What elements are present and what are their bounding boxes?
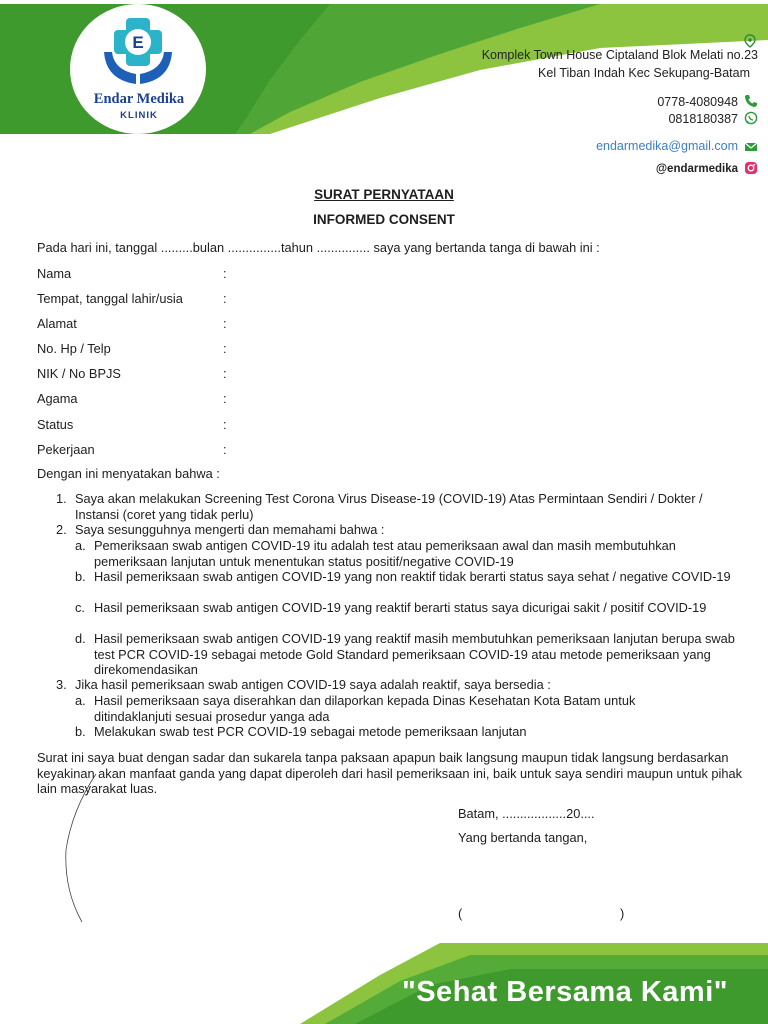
instagram-icon (744, 161, 758, 175)
subitem-letter: a. (75, 538, 86, 553)
footer-slogan: "Sehat Bersama Kami" (401, 976, 728, 1008)
field-label-alamat: Alamat (37, 316, 77, 331)
item-number: 2. (56, 522, 67, 537)
field-label-no-hp: No. Hp / Telp (37, 341, 111, 356)
svg-text:E: E (132, 33, 144, 52)
subitem-letter: c. (75, 600, 85, 615)
field-label-nama: Nama (37, 266, 72, 281)
field-colon: : (223, 366, 227, 381)
clinic-logo-icon (100, 12, 176, 88)
signature-bracket-close: ) (620, 906, 625, 921)
intro-text: Pada hari ini, tanggal .........bulan ...............tahun ............... saya yang bertanda tanga di bawah ini : (37, 240, 600, 255)
brand-subtitle: KLINIK (120, 110, 158, 121)
field-colon: : (223, 391, 227, 406)
field-label-pekerjaan: Pekerjaan (37, 442, 95, 457)
instagram-handle: @endarmedika (655, 163, 738, 175)
mail-icon (744, 140, 758, 154)
statement-item-2: Saya sesungguhnya mengerti dan memahami bahwa : (75, 522, 385, 537)
document-subtitle: INFORMED CONSENT (313, 212, 455, 227)
statement-intro: Dengan ini menyatakan bahwa : (37, 466, 220, 481)
phone-icon (744, 94, 758, 108)
statement-item-1: Saya akan melakukan Screening Test Corona Virus Disease-19 (COVID-19) Atas Permintaan Sendiri / Dokter / Instansi (coret yang tidak perlu) (75, 491, 703, 522)
closing-paragraph: Surat ini saya buat dengan sadar dan sukarela tanpa paksaan apapun baik langsung maupun tidak langsung berdasarkan keyakinan akan manfaat ganda yang dapat diperoleh dari hasil pemeriksaan ini, baik untuk saya sendiri maupun untuk pihak lain masyarakat luas. (37, 750, 742, 796)
place-date: Batam, ..................20.... (458, 806, 595, 821)
address-line-1: Komplek Town House Ciptaland Blok Melati no.23 (481, 48, 758, 62)
phone-number-1: 0778-4080948 (657, 95, 738, 109)
subitem-letter: a. (75, 693, 86, 708)
statement-subitem-3b: Melakukan swab test PCR COVID-19 sebagai metode pemeriksaan lanjutan (94, 724, 527, 739)
item-number: 1. (56, 491, 67, 506)
field-colon: : (223, 316, 227, 331)
statement-subitem-2c: Hasil pemeriksaan swab antigen COVID-19 yang reaktif berarti status saya dicurigai sakit / positif COVID-19 (94, 600, 707, 615)
location-pin-icon (744, 34, 756, 48)
statement-subitem-2b: Hasil pemeriksaan swab antigen COVID-19 yang non reaktif tidak berarti status saya sehat / negative COVID-19 (94, 569, 731, 584)
address-line-2: Kel Tiban Indah Kec Sekupang-Batam (538, 66, 750, 80)
statement-subitem-3a: Hasil pemeriksaan saya diserahkan dan dilaporkan kepada Dinas Kesehatan Kota Batam untuk ditindaklanjuti sesuai prosedur yanga ada (94, 693, 636, 724)
statement-subitem-2d: Hasil pemeriksaan swab antigen COVID-19 yang reaktif masih membutuhkan pemeriksaan lanjutan berupa swab test PCR COVID-19 sebagai metode Gold Standard pemeriksaan COVID-19 atau metode pemeriksaan yang direkomendasikan (94, 631, 735, 677)
field-label-status: Status (37, 417, 74, 432)
email-address: endarmedika@gmail.com (596, 139, 738, 153)
whatsapp-icon (744, 111, 758, 125)
field-colon: : (223, 417, 227, 432)
brand-name: Endar Medika (93, 91, 185, 107)
pen-stroke-mark (60, 770, 100, 930)
field-label-agama: Agama (37, 391, 78, 406)
signer-label: Yang bertanda tangan, (458, 830, 588, 845)
field-colon: : (223, 341, 227, 356)
subitem-letter: b. (75, 724, 86, 739)
field-label-nik: NIK / No BPJS (37, 366, 121, 381)
field-label-tempat-tanggal-lahir: Tempat, tanggal lahir/usia (37, 291, 183, 306)
item-number: 3. (56, 677, 67, 692)
signature-bracket-open: ( (458, 906, 463, 921)
statement-item-3: Jika hasil pemeriksaan swab antigen COVID-19 saya adalah reaktif, saya bersedia : (75, 677, 551, 692)
field-colon: : (223, 266, 227, 281)
document-title: SURAT PERNYATAAN (314, 187, 454, 202)
subitem-letter: b. (75, 569, 86, 584)
statement-subitem-2a: Pemeriksaan swab antigen COVID-19 itu adalah test atau pemeriksaan awal dan masih membutuhkan pemeriksaan lanjutan untuk menentukan status positif/negative COVID-19 (94, 538, 676, 569)
subitem-letter: d. (75, 631, 86, 646)
phone-number-2: 0818180387 (668, 112, 738, 126)
field-colon: : (223, 442, 227, 457)
field-colon: : (223, 291, 227, 306)
